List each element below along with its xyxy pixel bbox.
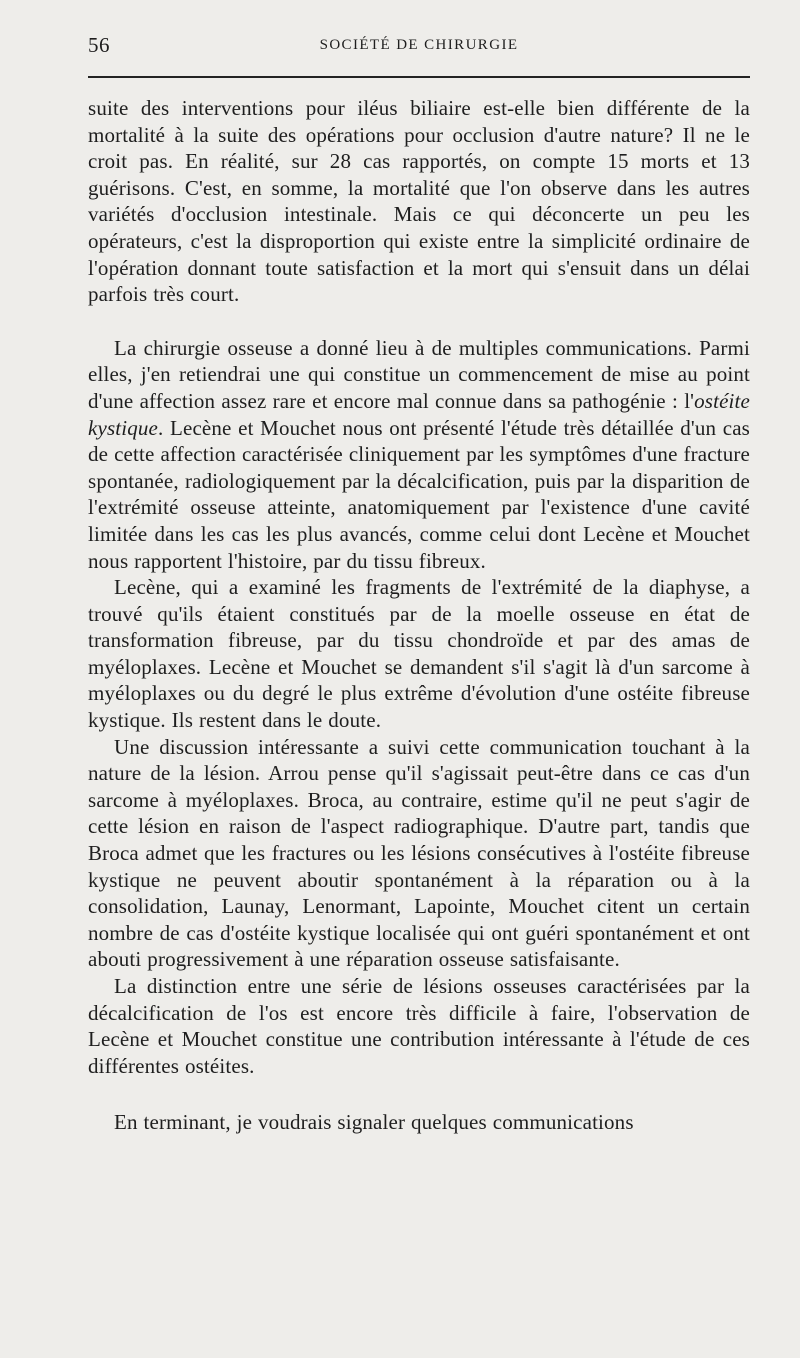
page-header [88, 33, 750, 61]
header-rule [88, 76, 750, 78]
paragraph [88, 335, 750, 574]
running-head: SOCIÉTÉ DE CHIRURGIE [319, 37, 519, 53]
paragraph: Lecène, qui a examiné les fragments de l'extrémité de la diaphyse, a trouvé qu'ils étaient constitués par de la moelle osseuse en état de transformation fibreuse, par du tissu chondroïde et par des amas de myéloplaxes. Lecène et Mouchet se demandent s'il s'agit là d'un sarcome à myéloplaxes ou du degré le plus extrême d'évolution d'une ostéite fibreuse kystique. Ils restent dans le doute. [88, 575, 750, 733]
paragraph-text: La chirurgie osseuse a donné lieu à de multiples communications. Parmi elles, j'en retiendrai une qui constitue un commencement de mise au point d'une affection assez rare et encore mal connue dans sa pathogénie : l' [88, 335, 750, 413]
paragraph: En terminant, je voudrais signaler quelques communications [114, 1110, 634, 1135]
body-text [88, 95, 750, 1136]
paragraph: Une discussion intéressante a suivi cette communication touchant à la nature de la lésion. Arrou pense qu'il s'agissait peut-être dans ce cas d'un sarcome à myéloplaxes. Broca, au contraire, estime qu'il ne peut s'agir de cette lésion en raison de l'aspect radiographique. D'autre part, tandis que Broca admet que les fractures ou les lésions consécutives à l'ostéite fibreuse kystique ne peuvent aboutir spontanément à la réparation ou à la consolidation, Launay, Lenormant, Lapointe, Mouchet citent un certain nombre de cas d'ostéite kystique localisée qui ont guéri spontanément et ont abouti progressivement à une réparation osseuse satisfaisante. [88, 734, 750, 972]
paragraph: La distinction entre une série de lésions osseuses caractérisées par la décalcification de l'os est encore très difficile à faire, l'observation de Lecène et Mouchet constitue une contribution intéressante à l'étude de ces différentes ostéites. [88, 974, 750, 1078]
italic-term: ostéite kystique [88, 388, 750, 440]
page-number: 56 [88, 33, 110, 57]
paragraph-text: . Lecène et Mouchet nous ont présenté l'étude très détaillée d'un cas de cette affection caractérisée cliniquement par les symptômes d'une fracture spontanée, radiologiquement par la décalcification, puis par la disparition de l'extrémité osseuse atteinte, anatomiquement par l'existence d'une cavité limitée dans les cas les plus avancés, comme celui dont Lecène et Mouchet nous rapportent l'histoire, par du tissu fibreux. [88, 415, 750, 573]
paragraph: suite des interventions pour iléus biliaire est-elle bien différente de la mortalité à la suite des opérations pour occlusion d'autre nature? Il ne le croit pas. En réalité, sur 28 cas rapportés, on compte 15 morts et 13 guérisons. C'est, en somme, la mortalité que l'on observe dans les autres variétés d'occlusion intestinale. Mais ce qui déconcerte un peu les opérateurs, c'est la disproportion qui existe entre la simplicité ordinaire de l'opération donnant toute satisfaction et la mort qui s'ensuit dans un délai parfois très court. [88, 96, 750, 307]
